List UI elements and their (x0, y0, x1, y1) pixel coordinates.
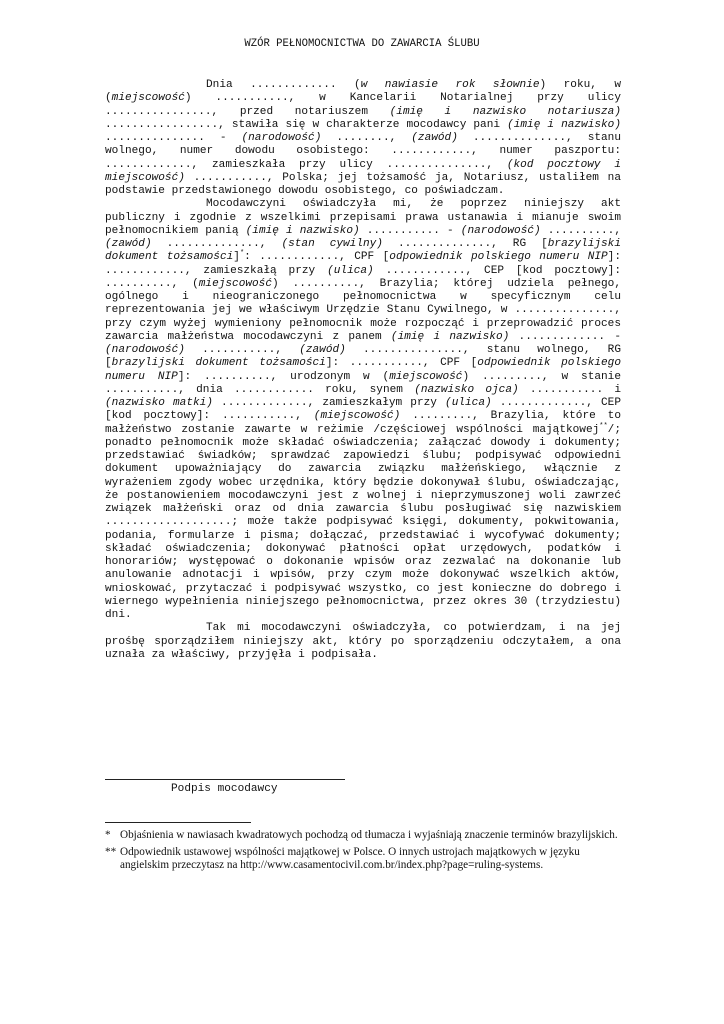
placeholder-text: (stan cywilny) (281, 238, 383, 250)
body-text-run: .............., stanu wolnego, numer dowodu osobistego: ............, numer paszportu: ............., zamieszkała przy ulicy ..............., (105, 132, 621, 171)
body-text-run: Tak mi mocodawczyni oświadczyła, co potwierdzam, i na jej prośbę sporządziłem niniejszy akt, który po sporządzeniu odczytałem, a ona uznała za właściwy, przyjęła i podpisała. (105, 622, 621, 661)
footnote (105, 829, 625, 843)
placeholder-text: (imię i nazwisko) (507, 118, 621, 131)
footnotes (105, 829, 625, 876)
body-text-run: ] (233, 251, 240, 264)
placeholder-text: miejscowość (111, 92, 185, 105)
placeholder-text: (miejscowość) (313, 410, 401, 423)
body-text-run: : ............, CPF [ (244, 251, 390, 264)
body-text-run: ..............., stanu wolnego, RG [ (105, 344, 621, 370)
body-text-run: ............., CEP [kod pocztowy]: ..........., (105, 397, 621, 423)
body-text-run: ..........., Polska; jej tożsamość ja, Notariusz, ustaliłem na podstawie przedstawionego dowodu osobistego, co poświadczam. (105, 171, 621, 197)
footnote-ref: ** (599, 421, 608, 430)
placeholder-text: (imię i nazwisko) (390, 330, 510, 343)
body-text-run: ..........., (184, 344, 300, 356)
placeholder-text: (kod pocztowy i miejscowość) (105, 158, 621, 184)
body-text-run: ................., stawiła się w charakterze mocodawcy pani (105, 118, 508, 131)
footnote-mark: ** (105, 845, 117, 858)
placeholder-text: brazylijski dokument tożsamości (111, 357, 326, 370)
body-text-run: ........., Brazylia, które to małżeństwo zostanie zawarte w reżimie /częściowej wspólności majątkowej (105, 410, 621, 436)
placeholder-text: (nazwisko ojca) (414, 383, 519, 396)
signature-line (105, 779, 345, 780)
body-text-run: ]: ..........., CPF [ (325, 357, 478, 370)
body-text-run: Dnia ............. ( (206, 79, 361, 91)
body-text-run: ............... - (105, 132, 242, 144)
body-text-run: ) ..........., w Kancelarii Notarialnej przy ulicy ................, przed notariuszem (105, 92, 621, 118)
body-text-run: ) ........., w stanie ..........., dnia ............ roku, synem (105, 370, 621, 396)
body-text-run: ]: ............, zamieszkałą przy (105, 251, 621, 277)
footnote-text: Objaśnienia w nawiasach kwadratowych pochodzą od tłumacza i wyjaśniają znaczenie terminów brazylijskich. (120, 829, 618, 841)
placeholder-text: w nawiasie rok słownie (360, 79, 540, 91)
footnote-ref: * (239, 249, 245, 258)
body-text-run: .............., (151, 238, 282, 250)
placeholder-text: odpowiednik polskiego numeru NIP (105, 357, 621, 383)
body-text-run: ........... - (359, 224, 461, 237)
placeholder-text: (zawód) (299, 344, 346, 356)
body-text-run: /; ponadto pełnomocnik może składać oświadczenia; załączać dowody i dokumenty; przedstawiać świadków; sprawdzać zapowiedzi ślubu; podpisywać odpowiedni dokument upoważniający do zawarcia związku małżeńskiego, włącznie z wyrażeniem zgody wobec urzędnika, który będzie dokonywał ślubu, oświadczając, że postanowieniem mocodawczyni jest z wolnej i nieprzymuszonej woli zawrzeć związek małżeński oraz od dnia zawarcia ślubu posługiwać się nazwiskiem ...................; może także podpisywać księgi, dokumenty, pokwitowania, podania, formularze i pisma; dołączać, przedstawiać i wycofywać dokumenty; składać oświadczenia; dokonywać płatności opłat urzędowych, podatków i honorariów; występować o dokonanie wpisów oraz zezwalać na dokonanie lub anulowanie adnotacji i wpisów, przy czym może dokonywać wszelkich aktów, wnioskować, przytaczać i podpisywać wszystko, co jest konieczne do dobrego i wiernego wypełnienia niniejszego pełnomocnictwa, przez okres 30 (trzydziestu) dni. (105, 423, 621, 621)
placeholder-text: (narodowość) (105, 344, 185, 356)
document-title: WZÓR PEŁNOMOCNICTWA DO ZAWARCIA ŚLUBU (244, 38, 480, 50)
body-text-run: ........... i (518, 383, 622, 396)
placeholder-text: (ulica) (327, 264, 374, 277)
placeholder-text: brazylijski dokument tożsamości (105, 238, 621, 264)
placeholder-text: (narodowość) (241, 132, 322, 144)
placeholder-text: (zawód) (105, 238, 152, 250)
footnote-mark: * (105, 829, 111, 841)
body-text-run: ) roku, w ( (105, 79, 622, 105)
paragraph-closing (105, 622, 621, 662)
body-text-run: .........., (540, 224, 621, 237)
body-text-run: ............, CEP [kod pocztowy]: .........., ( (105, 264, 621, 290)
placeholder-text: odpowiednik polskiego numeru NIP (389, 251, 608, 264)
placeholder-text: (imię i nazwisko notariusza) (389, 105, 621, 118)
placeholder-text: miejscowość (389, 370, 463, 383)
placeholder-text: (nazwisko matki) (105, 397, 213, 409)
footnote-separator (105, 822, 251, 823)
paragraph-appearance (105, 79, 621, 198)
document-body (105, 79, 621, 662)
body-text-run: ............. - (509, 330, 621, 343)
body-text-run: ............., zamieszkałym przy (212, 397, 446, 409)
footnote-text: Odpowiednik ustawowej wspólności majątkowej w Polsce. O innych ustrojach majątkowych w języku angielskim przeczytasz na http://www.casamentocivil.com.br/index.php?page=ruling-systems. (120, 845, 580, 872)
body-text-run: ........, (321, 132, 412, 144)
placeholder-text: (narodowość) (460, 224, 541, 237)
placeholder-text: (ulica) (445, 397, 492, 409)
placeholder-text: miejscowość (198, 277, 272, 290)
placeholder-text: (imię i nazwisko) (245, 224, 360, 237)
body-text-run: .............., RG [ (382, 238, 548, 250)
paragraph-power-of-attorney (105, 198, 621, 622)
placeholder-text: (zawód) (411, 132, 458, 144)
body-text-run: ]: .........., urodzonym w ( (177, 370, 390, 383)
body-text-run: ) .........., Brazylia; której udziela pełnego, ogólnego i nieograniczonego pełnomocnictwa w specyficznym celu reprezentowania jej we właściwym Urzędzie Stanu Cywilnego, w ..............., przy czym wyżej wymieniony pełnomocnik może rozpocząć i przeprowadzić proces zawarcia małżeństwa mocodawczyni z panem (105, 277, 621, 343)
signature-label: Podpis mocodawcy (171, 783, 278, 795)
footnote (105, 846, 625, 873)
body-text-run: Mocodawczyni oświadczyła mi, że poprzez niniejszy akt publiczny i zgodnie z wszelkimi przepisami prawa ustanawia i mianuje swoim pełnomocnikiem panią (105, 198, 621, 237)
